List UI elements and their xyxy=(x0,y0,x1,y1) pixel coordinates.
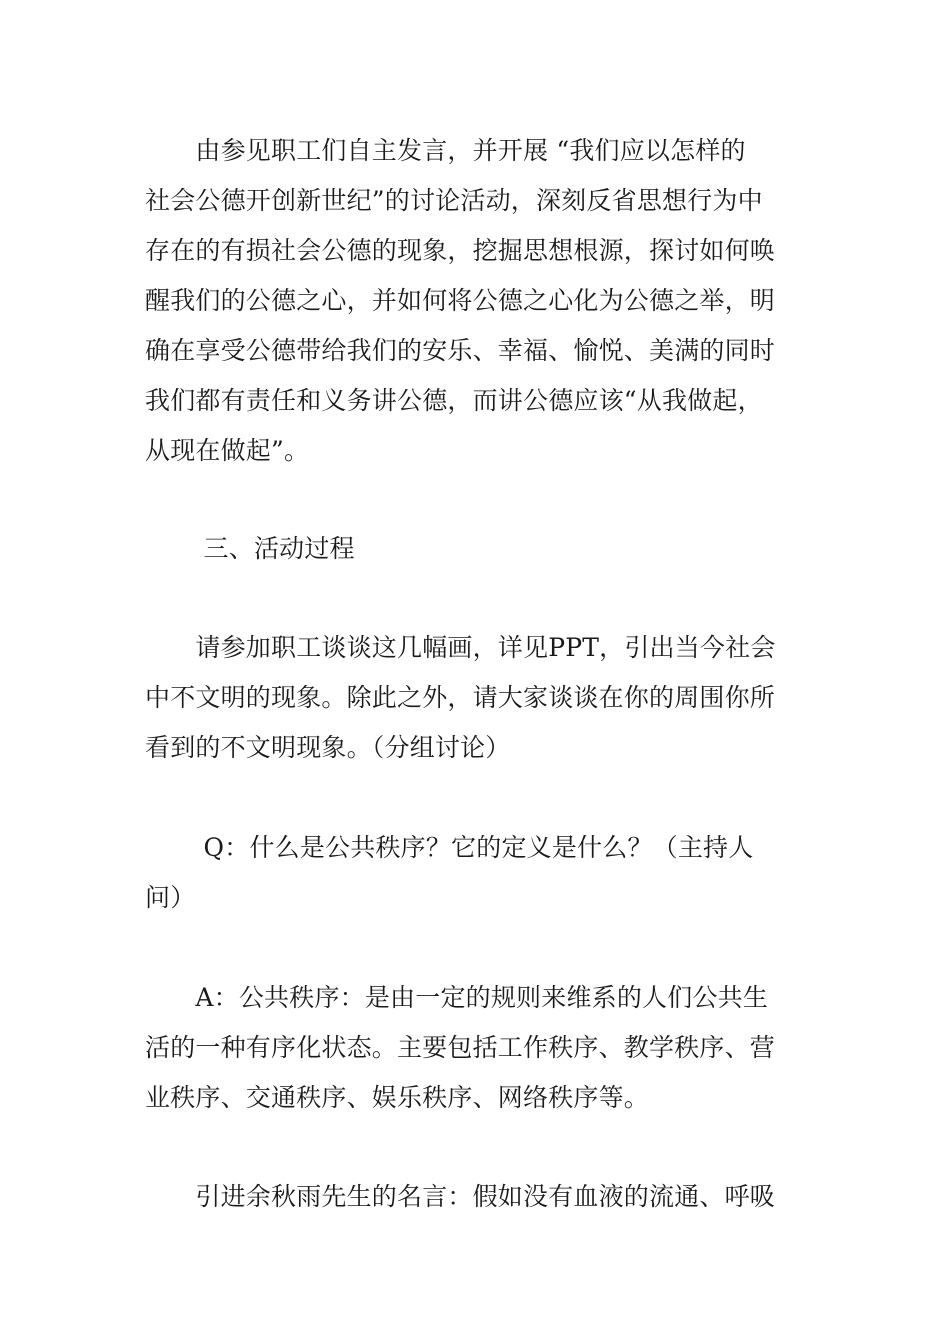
paragraph-line: 我们都有责任和义务讲公德，而讲公德应该“从我做起， xyxy=(145,386,763,415)
paragraph-line: 引进余秋雨先生的名言：假如没有血液的流通、呼吸 xyxy=(145,1182,776,1211)
section-heading: 三、活动过程 xyxy=(145,534,355,563)
paragraph-line: 存在的有损社会公德的现象，挖掘思想根源，探讨如何唤 xyxy=(145,236,776,265)
question-line: 问） xyxy=(145,883,196,912)
paragraph-line: 中不文明的现象。除此之外，请大家谈谈在你的周围你所 xyxy=(145,683,776,712)
paragraph-line: 醒我们的公德之心，并如何将公德之心化为公德之举，明 xyxy=(145,286,776,315)
answer-line: 业秩序、交通秩序、娱乐秩序、网络秩序等。 xyxy=(145,1083,650,1112)
paragraph-line: 确在享受公德带给我们的安乐、幸福、愉悦、美满的同时 xyxy=(145,336,776,365)
paragraph-line: 请参加职工谈谈这几幅画，详见PPT，引出当今社会 xyxy=(145,633,776,662)
paragraph-line: 从现在做起”。 xyxy=(145,436,310,465)
paragraph-line: 社会公德开创新世纪”的讨论活动，深刻反省思想行为中 xyxy=(145,186,763,215)
paragraph-line: 由参见职工们自主发言，并开展 “我们应以怎样的 xyxy=(145,136,746,165)
question-line: Q：什么是公共秩序？它的定义是什么？（主持人 xyxy=(145,833,754,862)
answer-line: 活的一种有序化状态。主要包括工作秩序、教学秩序、营 xyxy=(145,1033,776,1062)
answer-line: A：公共秩序：是由一定的规则来维系的人们公共生 xyxy=(145,983,769,1012)
paragraph-line: 看到的不文明现象。（分组讨论） xyxy=(145,733,511,762)
